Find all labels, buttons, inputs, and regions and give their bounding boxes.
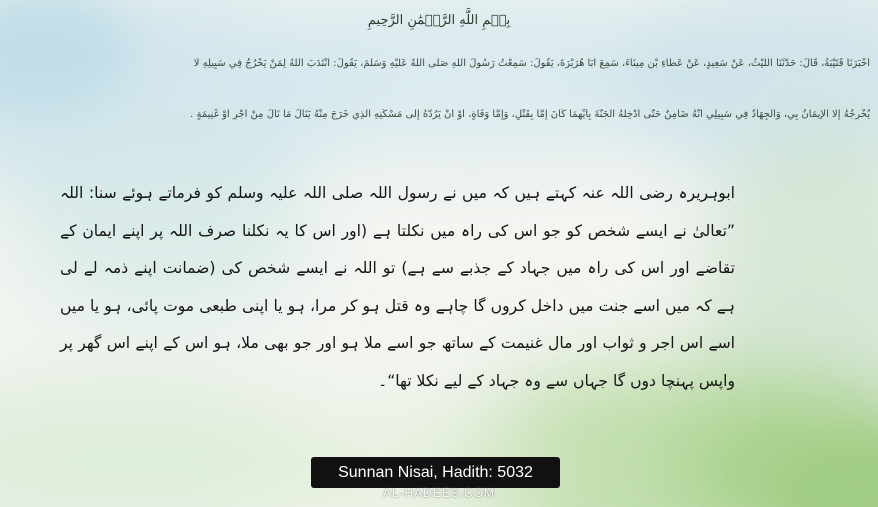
urdu-translation: ابوہریرہ رضی اللہ عنہ کہتے ہیں کہ میں نے رسول اللہ صلی اللہ علیہ وسلم کو فرماتے ہوئے سنا: اللہ ”تعالیٰ نے ایسے شخص کو جو اس کی راہ میں نکلتا ہے (اور اس کا یہ نکلنا صرف اللہ پر اپنے ایمان کے تقاضے اور اس کی راہ میں جہاد کے جذبے سے ہے) تو اللہ نے ایسے شخص کی (ضمانت اپنے ذمہ لے لی ہے کہ میں اسے جنت میں داخل کروں گا چاہے وہ قتل ہو کر مرا، ہو یا اپنی طبعی موت پائی، ہو یا میں اسے اس اجر و ثواب اور مال غنیمت کے ساتھ جو اسے ملا ہو اور جو بھی ملا، ہو اس کے اپنے اس گھر پر واپس پہنچا دوں گا جہاں سے وہ جہاد کے لیے نکلا تھا“۔: [60, 184, 735, 390]
arabic-text-line-2: يُخْرِجُهُ إِلَّا الْإِيمَانُ بِي، وَالْجِهَادُ فِي سَبِيلِي أَنَّهُ ضَامِنٌ حَتَّى أُدْخِلَهُ الْجَنَّةَ بِأَيِّهِمَا كَانَ إِمَّا بِقَتْلٍ، وَإِمَّا وَفَاةٍ، أَوْ أَنْ يَرُدَّهُ إِلَى مَسْكَنِهِ الَّذِي خَرَجَ مِنْهُ يَنَالُ مَا نَالَ مِنْ أَجْرٍ أَوْ غَنِيمَةٍ .: [190, 109, 870, 120]
bismillah-heading: بِسۡمِ اللَّهِ الرَّحۡمَٰنِ الرَّحِيمِ: [367, 13, 511, 28]
hadith-reference-badge: Sunnan Nisai, Hadith: 5032: [311, 457, 560, 488]
site-watermark: AL-HADEES.COM: [382, 486, 496, 500]
arabic-text-line-1: أَخْبَرَنَا قُتَيْبَةُ، قَالَ: حَدَّثَنَا اللَّيْثُ، عَنْ سَعِيدٍ، عَنْ عَطَاءِ بْنِ مِينَاءَ، سَمِعَ أَبَا هُرَيْرَةَ، يَقُولُ: سَمِعْتُ رَسُولَ اللَّهِ صَلَّى اللَّهُ عَلَيْهِ وَسَلَّمَ، يَقُولُ: انْتَدَبَ اللَّهُ لِمَنْ يَخْرُجُ فِي سَبِيلِهِ لَا: [193, 58, 870, 69]
